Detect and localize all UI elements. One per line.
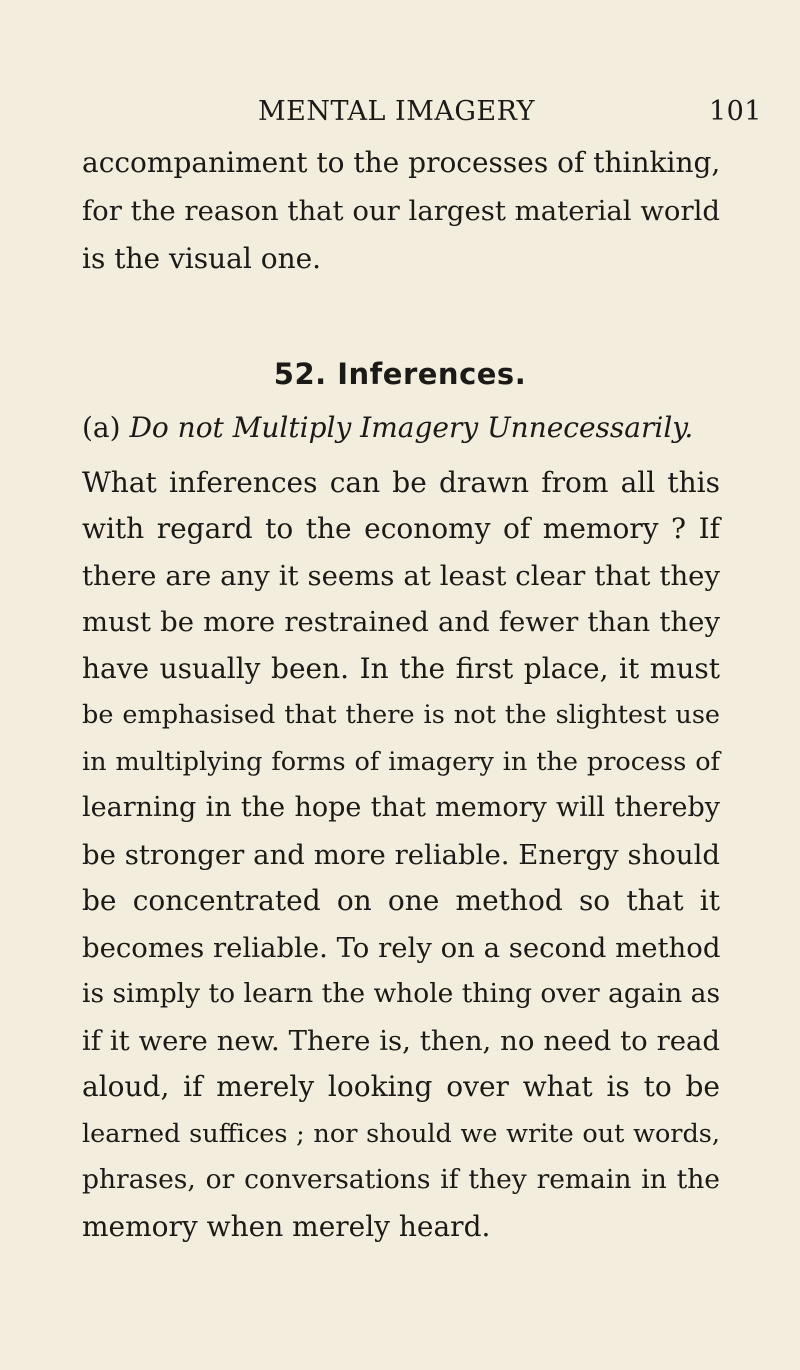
text-line: accompaniment to the processes of thinking,	[82, 146, 721, 179]
subheading-title: Do not Multiply Imagery Unnecessarily.	[129, 411, 694, 444]
text-line: memory when merely heard.	[82, 1210, 491, 1243]
text-line: What inferences can be drawn from all this	[82, 466, 720, 499]
text-line: be stronger and more reliable. Energy should	[82, 839, 720, 871]
text-line: must be more restrained and fewer than they	[82, 606, 720, 638]
page-number: 101	[708, 96, 762, 127]
text-line: becomes reliable. To rely on a second method	[82, 932, 721, 964]
subheading	[82, 406, 720, 450]
text-line: learned suffices ; nor should we write out words,	[82, 1119, 720, 1149]
subheading-marker: (a)	[82, 411, 121, 444]
text-line: for the reason that our largest material world	[82, 195, 720, 227]
section-heading: 52. Inferences.	[273, 357, 527, 391]
text-line: if it were new. There is, then, no need to read	[82, 1025, 720, 1057]
text-line: learning in the hope that memory will thereby	[82, 792, 720, 823]
text-line: is the visual one.	[82, 242, 322, 275]
text-line: aloud, if merely looking over what is to be	[82, 1070, 720, 1103]
text-line: phrases, or conversations if they remain in the	[82, 1164, 720, 1195]
text-line: have usually been. In the first place, it must	[82, 652, 720, 685]
text-line: be emphasised that there is not the slightest use	[82, 700, 720, 730]
text-line: in multiplying forms of imagery in the process of	[82, 747, 720, 777]
text-line: there are any it seems at least clear that they	[82, 560, 720, 592]
running-head	[246, 96, 782, 136]
text-line: with regard to the economy of memory ? If	[82, 512, 720, 545]
text-line: is simply to learn the whole thing over again as	[82, 978, 721, 1009]
text-line: be concentrated on one method so that it	[82, 884, 720, 917]
running-title: MENTAL IMAGERY	[258, 96, 535, 127]
